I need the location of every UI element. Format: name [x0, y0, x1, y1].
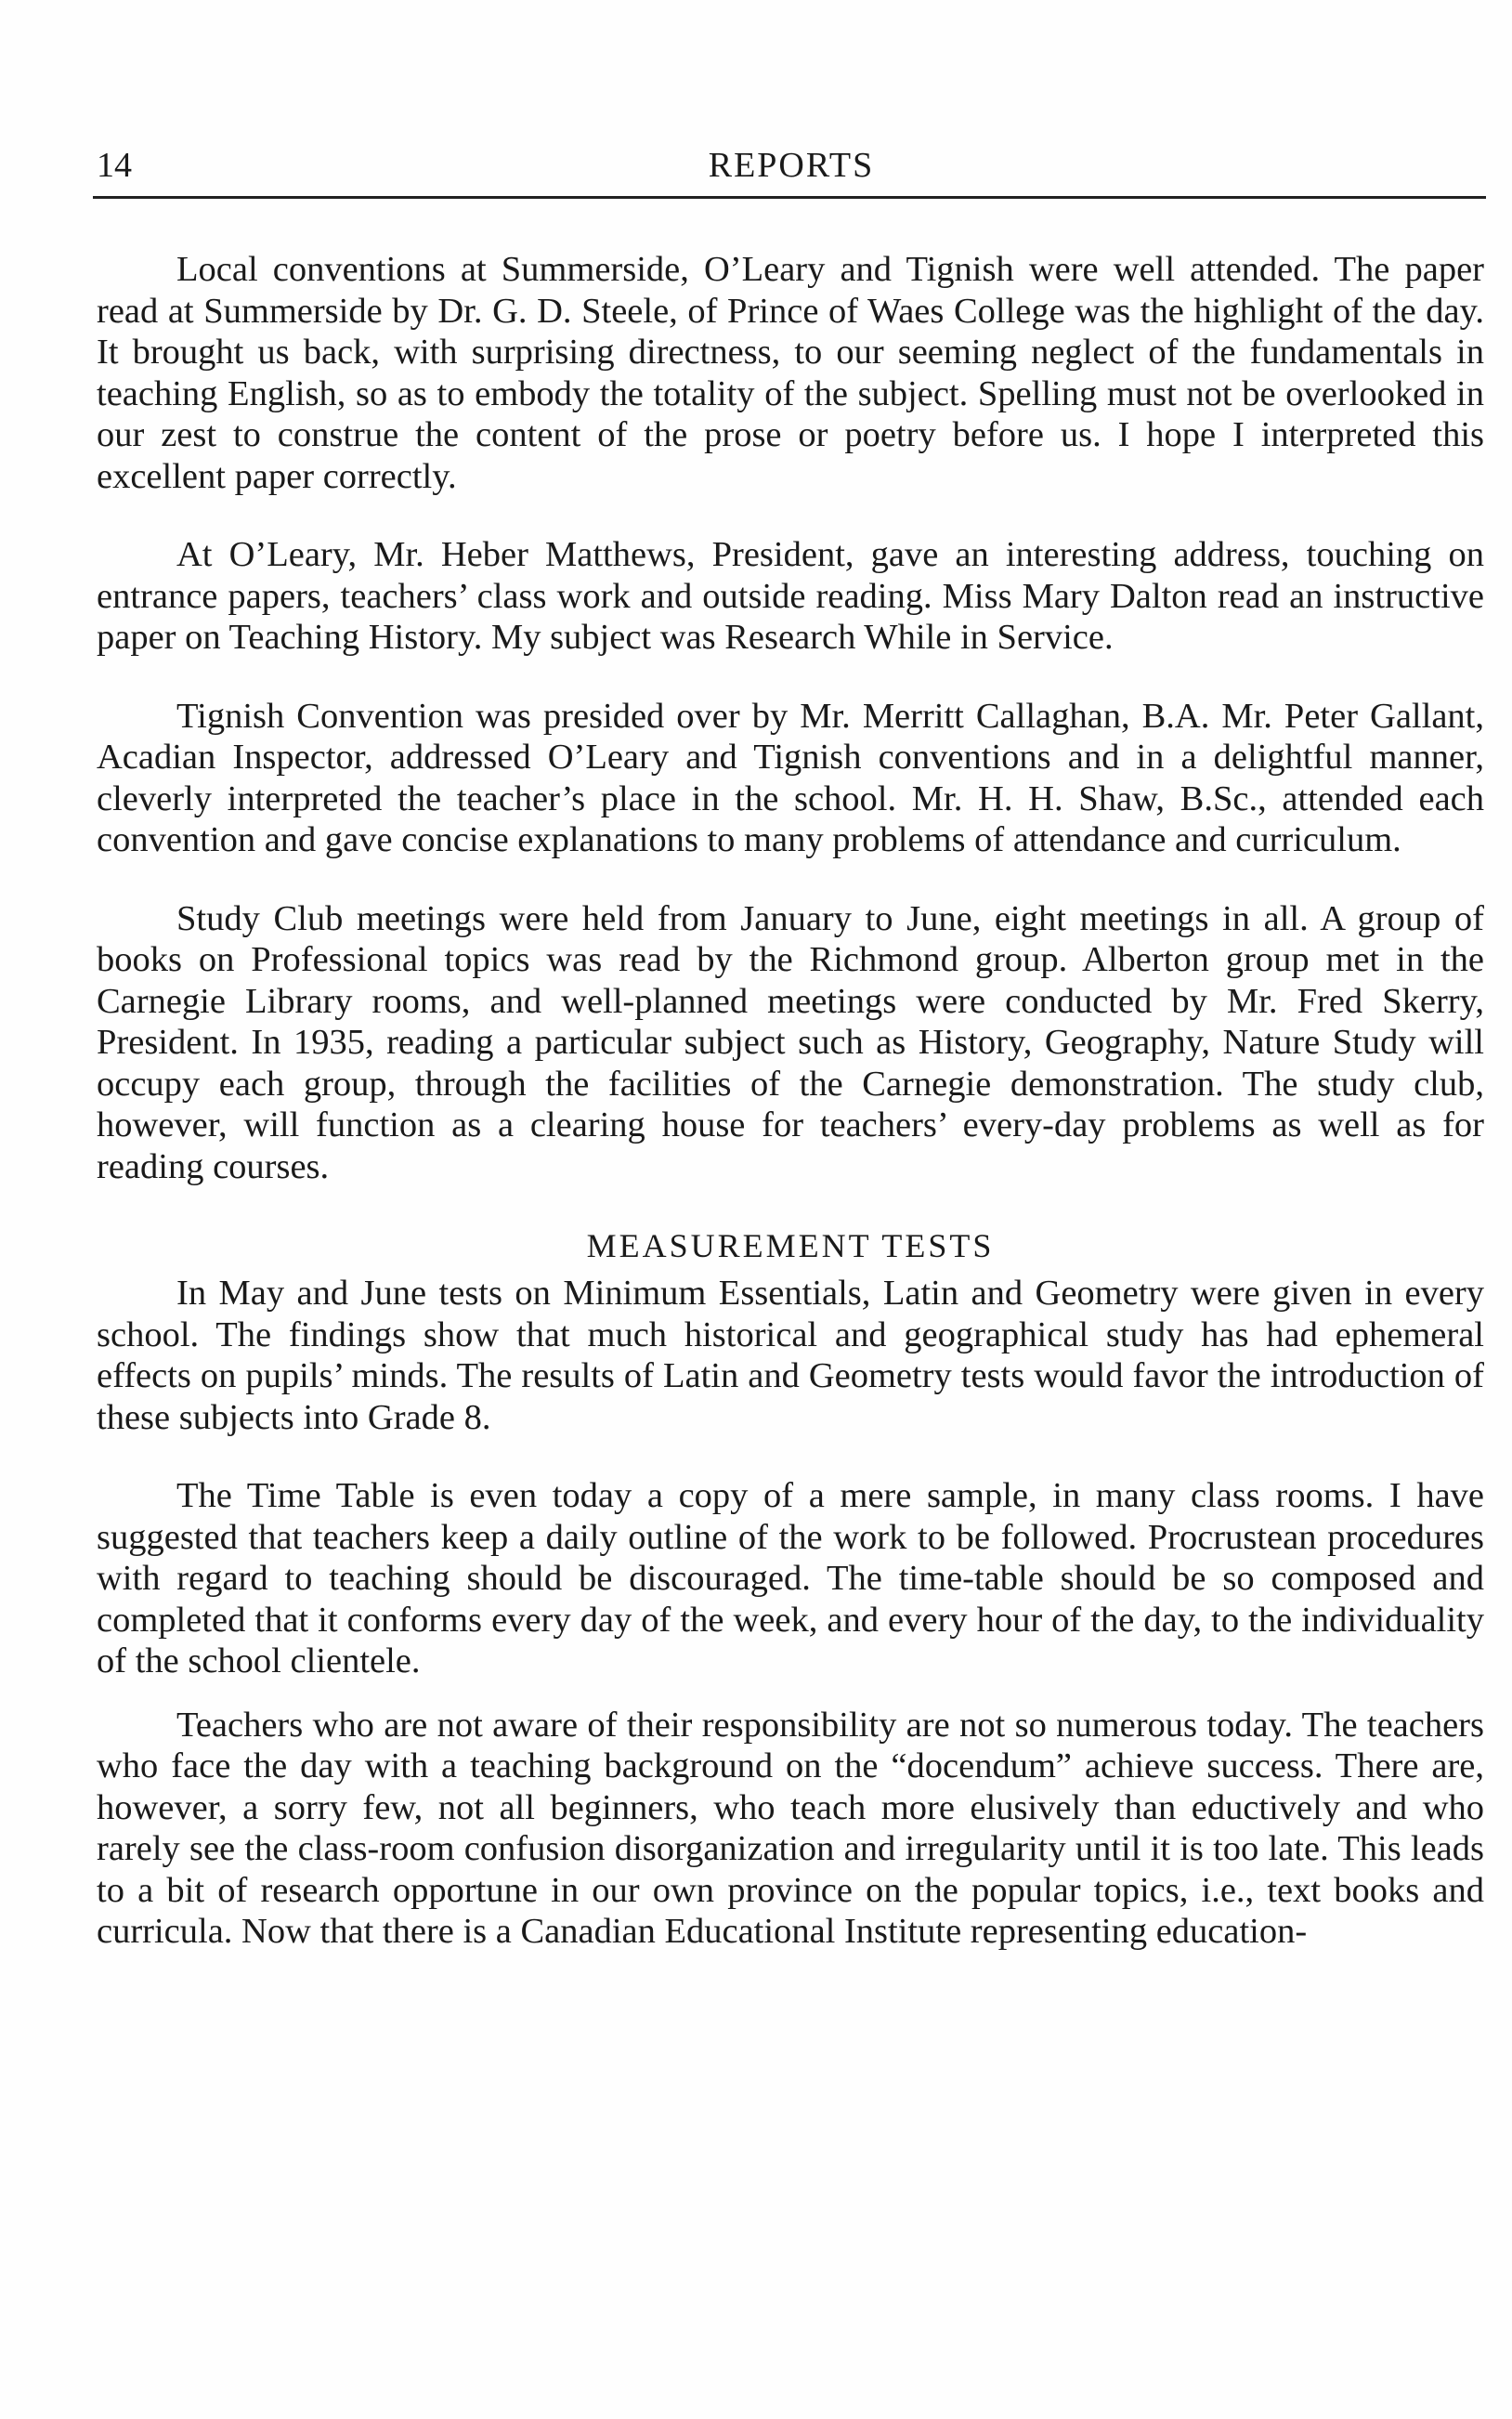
page-body [97, 249, 1484, 1953]
page-header [97, 139, 1486, 191]
paragraph-time-table: The Time Table is even today a copy of a mere sample, in many class rooms. I have suggested that teachers keep a daily outline of the work to be followed. Procrustean procedures with regard to teaching should be discouraged. The time-table should be so composed and completed that it conforms every day of the week, and every hour of the day, to the individuality of the school clientele. [97, 1476, 1484, 1680]
paragraph-oleary: At O’Leary, Mr. Heber Matthews, President, gave an interesting address, touching on entrance papers, teachers’ class work and outside reading. Miss Mary Dalton read an instructive paper on Teaching History. My subject was Research While in Service. [97, 535, 1484, 657]
header-rule [93, 196, 1486, 199]
paragraph-conventions: Local conventions at Summerside, O’Leary and Tignish were well attended. The paper read at Summerside by Dr. G. D. Steele, of Prince of Waes College was the highlight of the day. It brought us back, with surprising directness, to our seeming neglect of the fundamentals in teaching English, so as to embody the totality of the subject. Spelling must not be overlooked in our zest to construe the content of the prose or poetry before us. I hope I interpreted this excellent paper correctly. [97, 250, 1484, 496]
running-head: REPORTS [708, 146, 875, 185]
section-heading: MEASUREMENT TESTS [586, 1227, 995, 1264]
paragraph-measurement-tests: In May and June tests on Minimum Essentials, Latin and Geometry were given in every school. The findings show that much historical and geographical study has had ephemeral effects on pupils’ minds. The results of Latin and Geometry tests would favor the introduction of these subjects into Grade 8. [97, 1274, 1484, 1437]
paragraph-teachers: Teachers who are not aware of their responsibility are not so numerous today. The teachers who face the day with a teaching background on the “docendum” achieve success. There are, however, a sorry few, not all beginners, who teach more elusively than eductively and who rarely see the class-room confusion disorganization and irregularity until it is too late. This leads to a bit of research opportune in our own province on the popular topics, i.e., text books and curricula. Now that there is a Canadian Educational Institute representing education- [97, 1705, 1484, 1951]
page-number: 14 [97, 146, 132, 185]
paragraph-tignish: Tignish Convention was presided over by Mr. Merritt Callaghan, B.A. Mr. Peter Gallant, Acadian Inspector, addressed O’Leary and Tignish conventions and in a delightful manner, cleverly interpreted the teacher’s place in the school. Mr. H. H. Shaw, B.Sc., attended each convention and gave concise explanations to many problems of attendance and curriculum. [97, 696, 1484, 859]
paragraph-study-club: Study Club meetings were held from January to June, eight meetings in all. A group of books on Professional topics was read by the Richmond group. Alberton group met in the Carnegie Library rooms, and well-planned meetings were conducted by Mr. Fred Skerry, President. In 1935, reading a particular subject such as History, Geography, Nature Study will occupy each group, through the facilities of the Carnegie demonstration. The study club, however, will function as a clearing house for teachers’ every-day problems as well as for reading courses. [97, 898, 1484, 1186]
